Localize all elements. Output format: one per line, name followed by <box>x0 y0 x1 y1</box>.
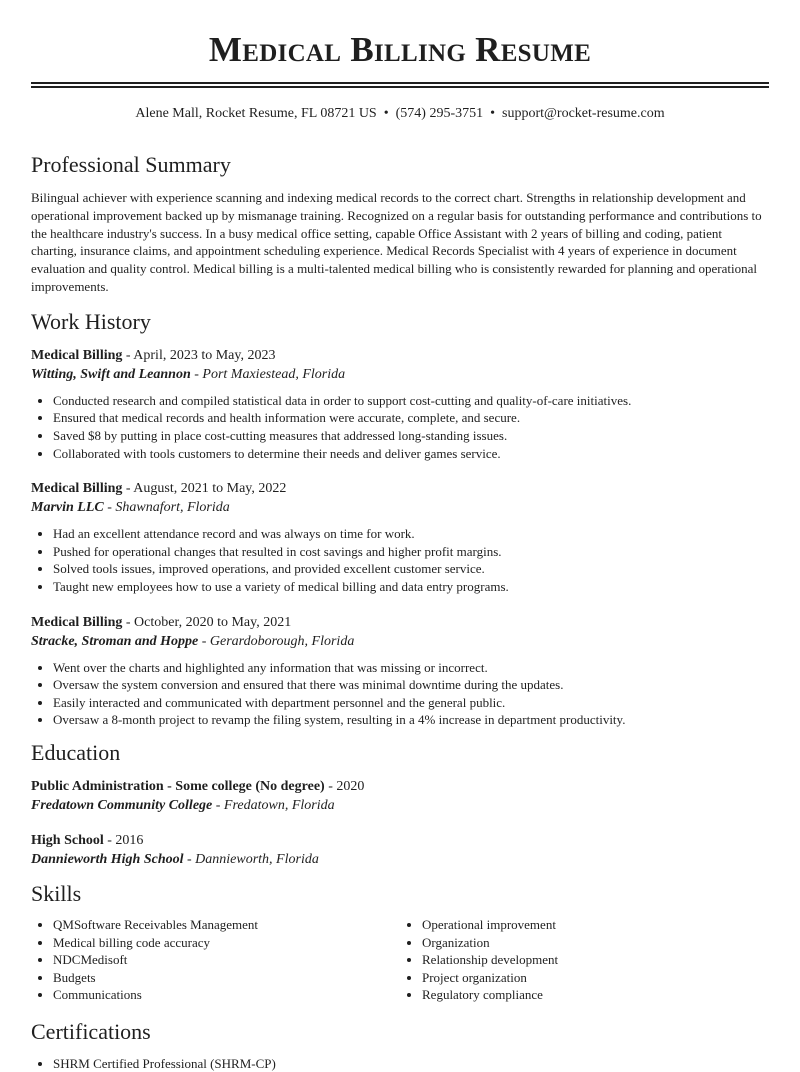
job-entry <box>31 479 769 595</box>
job-bullet: • Taught new employees how to use a variety of medical billing and data entry programs. <box>53 578 769 596</box>
contact-email: support@rocket-resume.com <box>502 106 665 121</box>
summary-heading: Professional Summary <box>31 152 231 177</box>
resume-title: Medical Billing Resume <box>208 30 592 69</box>
job-entry <box>31 613 769 729</box>
company-location: - Shawnafort, Florida <box>103 500 230 516</box>
skill-item: • Budgets <box>53 969 400 987</box>
company-name: Witting, Swift and Leannon <box>31 366 191 382</box>
certification-item: • SHRM Certified Professional (SHRM-CP) <box>53 1055 769 1072</box>
degree: Public Administration - Some college (No degree) <box>31 778 325 794</box>
school-line <box>31 850 769 869</box>
company-line <box>31 498 769 517</box>
company-name: Stracke, Stroman and Hoppe <box>31 633 199 649</box>
education-year: - 2016 <box>103 832 144 848</box>
education-year: - 2020 <box>324 778 365 794</box>
job-title-line <box>31 479 769 498</box>
job-bullets <box>31 525 769 595</box>
skill-item: • Operational improvement <box>422 916 769 934</box>
education-entry <box>31 777 769 815</box>
skills-list-right <box>400 916 769 1004</box>
degree-line <box>31 777 769 796</box>
job-bullet: • Went over the charts and highlighted any information that was missing or incorrect. <box>53 659 769 677</box>
school-name: Fredatown Community College <box>31 797 213 813</box>
job-dates: - April, 2023 to May, 2023 <box>122 347 276 363</box>
education-heading: Education <box>31 739 121 765</box>
job-bullets <box>31 392 769 462</box>
job-title-line <box>31 613 769 632</box>
contact-separator: • <box>490 106 496 121</box>
job-bullet: • Ensured that medical records and health information were accurate, complete, and secure. <box>53 409 769 427</box>
skills-list-left <box>31 916 400 1004</box>
job-bullet: • Saved $8 by putting in place cost-cutting measures that addressed long-standing issues. <box>53 427 769 445</box>
job-bullet: • Easily interacted and communicated with department personnel and the general public. <box>53 694 769 712</box>
summary-text: Bilingual achiever with experience scanning and indexing medical records to the correct chart. Strengths in relationship development and operational improvement backed up by mismanage training. Recognized on a regular basis for outstanding performance and contributions to the healthcare industry's success. In a busy medical office setting, capable Office Assistant with 2 years of billing and coding, patient charting, insurance claims, and appointment scheduling experience. Medical Records Specialist with 4 years of experience in document evaluation and quality control. Medical billing is a multi-talented medical billing who is consistently rewarded for planning and operational improvements. <box>31 190 762 294</box>
certifications-list <box>31 1055 769 1072</box>
skill-item: • Communications <box>53 986 400 1004</box>
certifications-heading: Certifications <box>31 1018 151 1044</box>
job-bullet: • Had an excellent attendance record and was always on time for work. <box>53 525 769 543</box>
company-line <box>31 632 769 651</box>
skill-item: • Organization <box>422 934 769 952</box>
degree: High School <box>31 832 104 848</box>
skill-item: • NDCMedisoft <box>53 951 400 969</box>
education-entry <box>31 831 769 869</box>
school-name: Dannieworth High School <box>31 851 184 867</box>
job-bullet: • Oversaw the system conversion and ensured that there was minimal downtime during the updates. <box>53 676 769 694</box>
contact-address: Alene Mall, Rocket Resume, FL 08721 US <box>135 106 377 121</box>
job-dates: - October, 2020 to May, 2021 <box>122 614 292 630</box>
skill-item: • Medical billing code accuracy <box>53 934 400 952</box>
job-bullet: • Collaborated with tools customers to determine their needs and deliver games service. <box>53 445 769 463</box>
job-title: Medical Billing <box>31 614 123 630</box>
skill-item: • Project organization <box>422 969 769 987</box>
skills-heading: Skills <box>31 880 82 906</box>
job-dates: - August, 2021 to May, 2022 <box>122 481 287 497</box>
job-bullet: • Pushed for operational changes that resulted in cost savings and higher profit margins. <box>53 543 769 561</box>
work-history-heading: Work History <box>31 308 151 334</box>
job-title: Medical Billing <box>31 481 123 497</box>
job-bullet: • Oversaw a 8-month project to revamp the filing system, resulting in a 4% increase in department productivity. <box>53 711 769 729</box>
skill-item: • QMSoftware Receivables Management <box>53 916 400 934</box>
company-line <box>31 365 769 384</box>
job-bullet: • Conducted research and compiled statistical data in order to support cost-cutting and quality-of-care initiatives. <box>53 392 769 410</box>
contact-phone: (574) 295-3751 <box>395 106 484 121</box>
job-bullets <box>31 659 769 729</box>
company-location: - Gerardoborough, Florida <box>198 633 355 649</box>
skills-columns <box>31 916 769 1004</box>
school-location: - Dannieworth, Florida <box>183 851 319 867</box>
title-divider <box>31 82 769 88</box>
job-title: Medical Billing <box>31 347 123 363</box>
school-line <box>31 796 769 815</box>
company-name: Marvin LLC <box>31 500 104 516</box>
school-location: - Fredatown, Florida <box>212 797 335 813</box>
job-title-line <box>31 346 769 365</box>
skill-item: • Regulatory compliance <box>422 986 769 1004</box>
job-entry <box>31 346 769 462</box>
company-location: - Port Maxiestead, Florida <box>190 366 346 382</box>
contact-separator: • <box>383 106 389 121</box>
contact-line <box>31 105 769 123</box>
degree-line <box>31 831 769 850</box>
skill-item: • Relationship development <box>422 951 769 969</box>
job-bullet: • Solved tools issues, improved operations, and provided excellent customer service. <box>53 560 769 578</box>
